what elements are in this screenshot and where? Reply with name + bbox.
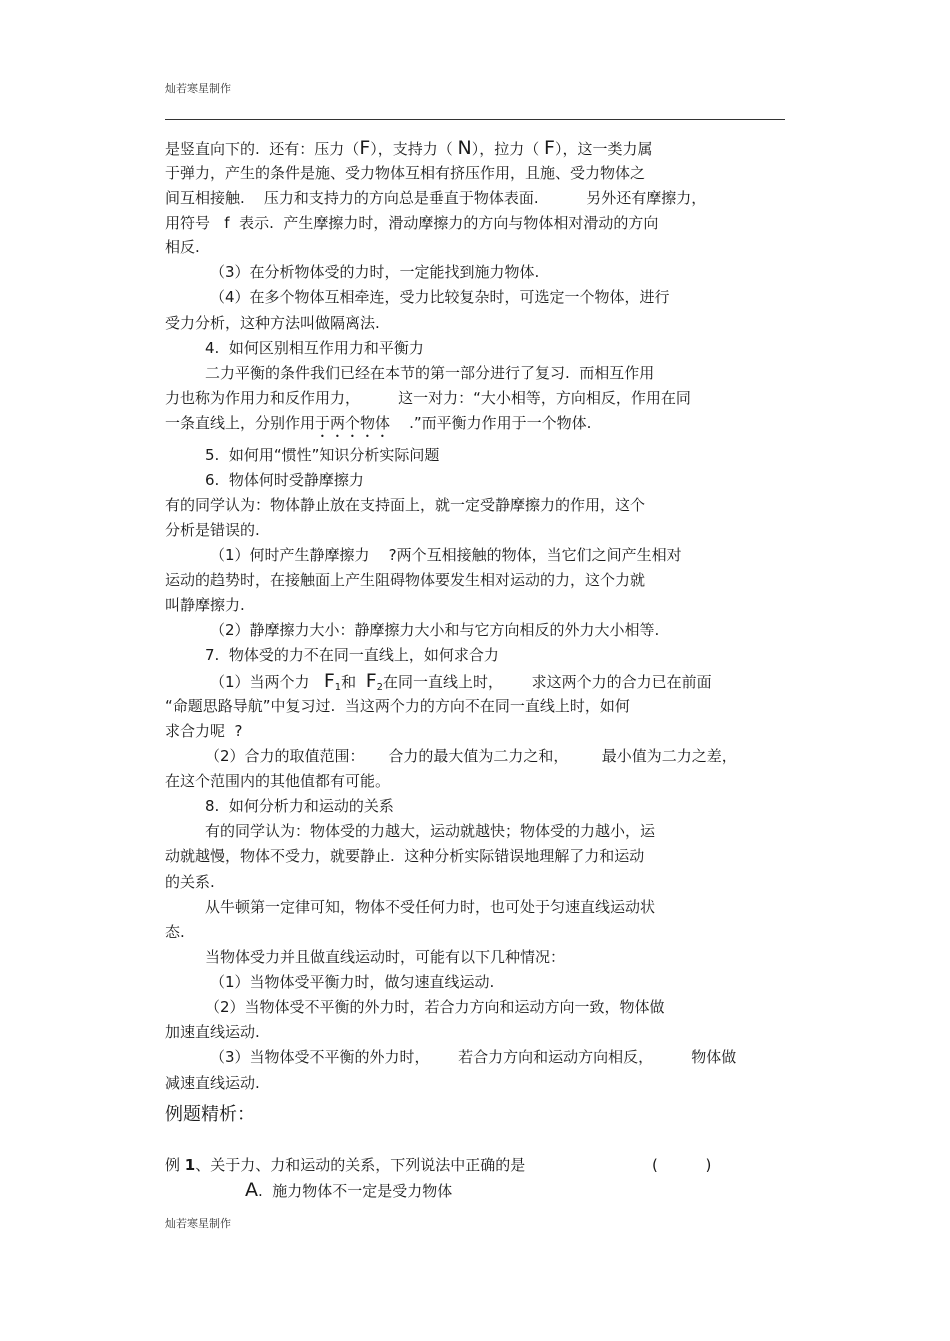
text-line-31: 从牛顿第一定律可知，物体不受任何力时，也可处于匀速直线运动状 (205, 898, 656, 916)
text-line-13: 5. 如何用“惯性”知识分析实际问题 (205, 446, 440, 464)
text-line-10: 二力平衡的条件我们已经在本节的第一部分进行了复习. 而相互作用 (205, 364, 655, 382)
text-line-15: 有的同学认为：物体静止放在支持面上，就一定受静摩擦力的作用，这个 (165, 496, 646, 514)
text-line-11: 力也称为作用力和反作用力， 这一对力：“大小相等，方向相反，作用在同 (165, 389, 691, 407)
text-line-9: 4. 如何区别相互作用力和平衡力 (205, 339, 424, 357)
text-line-6: （3）在分析物体受的力时，一定能找到施力物体. (210, 263, 540, 281)
text-line-29: 动就越慢，物体不受力，就要静止. 这种分析实际错误地理解了力和运动 (165, 847, 645, 865)
header-rule (165, 119, 785, 120)
text-line-24: 求合力呢 ? (165, 722, 243, 740)
text-line-33: 当物体受力并且做直线运动时，可能有以下几种情况： (205, 948, 566, 966)
text-line-38: 减速直线运动. (165, 1074, 260, 1092)
text-line-14: 6. 物体何时受静摩擦力 (205, 471, 364, 489)
text-line-36: 加速直线运动. (165, 1023, 260, 1041)
example-1-question: 例 1、关于力、力和运动的关系，下列说法中正确的是 (165, 1156, 526, 1174)
text-line-21: 7. 物体受的力不在同一直线上，如何求合力 (205, 646, 499, 664)
text-line-17: （1）何时产生静摩擦力 ?两个互相接触的物体，当它们之间产生相对 (210, 546, 682, 564)
emphasis-text: 于两个物体 (315, 414, 391, 432)
text-line-1: 是竖直向下的. 还有：压力（F），支持力（ N），拉力（ F），这一类力属 (165, 137, 653, 159)
text-line-12: 一条直线上，分别作用于两个物体 .”而平衡力作用于一个物体. (165, 414, 592, 432)
text-line-19: 叫静摩擦力. (165, 596, 245, 614)
section-title: 例题精析： (165, 1104, 255, 1125)
text-line-32: 态. (165, 923, 185, 941)
text-line-8: 受力分析，这种方法叫做隔离法. (165, 314, 380, 332)
text-line-35: （2）当物体受不平衡的外力时，若合力方向和运动方向一致，物体做 (205, 998, 665, 1016)
text-line-18: 运动的趋势时，在接触面上产生阻碍物体要发生相对运动的力，这个力就 (165, 571, 646, 589)
text-line-37: （3）当物体受不平衡的外力时， 若合力方向和运动方向相反， 物体做 (210, 1048, 737, 1066)
text-line-25: （2）合力的取值范围： 合力的最大值为二力之和， 最小值为二力之差， (205, 747, 737, 765)
text-line-2: 于弹力，产生的条件是施、受力物体互相有挤压作用，且施、受力物体之 (165, 164, 646, 182)
text-line-30: 的关系. (165, 873, 215, 891)
footer-watermark: 灿若寒星制作 (165, 1217, 231, 1230)
text-line-5: 相反. (165, 238, 200, 256)
text-line-22: （1）当两个力 $F_1$和 $F_2$在同一直线上时， 求这两个力的合力已在前面 (210, 670, 712, 693)
text-line-7: （4）在多个物体互相牵连，受力比较复杂时，可选定一个物体，进行 (210, 288, 670, 306)
text-line-28: 有的同学认为：物体受的力越大，运动就越快；物体受的力越小，运 (205, 822, 656, 840)
text-line-34: （1）当物体受平衡力时，做匀速直线运动. (210, 973, 495, 991)
text-line-23: “命题思路导航”中复习过. 当这两个力的方向不在同一直线上时，如何 (165, 697, 630, 715)
header-watermark: 灿若寒星制作 (165, 82, 231, 95)
option-a: A. 施力物体不一定是受力物体 (245, 1179, 453, 1201)
text-line-26: 在这个范围内的其他值都有可能。 (165, 772, 391, 790)
answer-parentheses: ( ) (652, 1156, 712, 1174)
text-line-16: 分析是错误的. (165, 521, 260, 539)
text-line-4: 用符号 f 表示. 产生摩擦力时，滑动摩擦力的方向与物体相对滑动的方向 (165, 214, 659, 232)
text-line-20: （2）静摩擦力大小：静摩擦力大小和与它方向相反的外力大小相等. (210, 621, 660, 639)
text-line-3: 间互相接触. 压力和支持力的方向总是垂直于物体表面. 另外还有摩擦力， (165, 189, 707, 207)
text-line-27: 8. 如何分析力和运动的关系 (205, 797, 394, 815)
